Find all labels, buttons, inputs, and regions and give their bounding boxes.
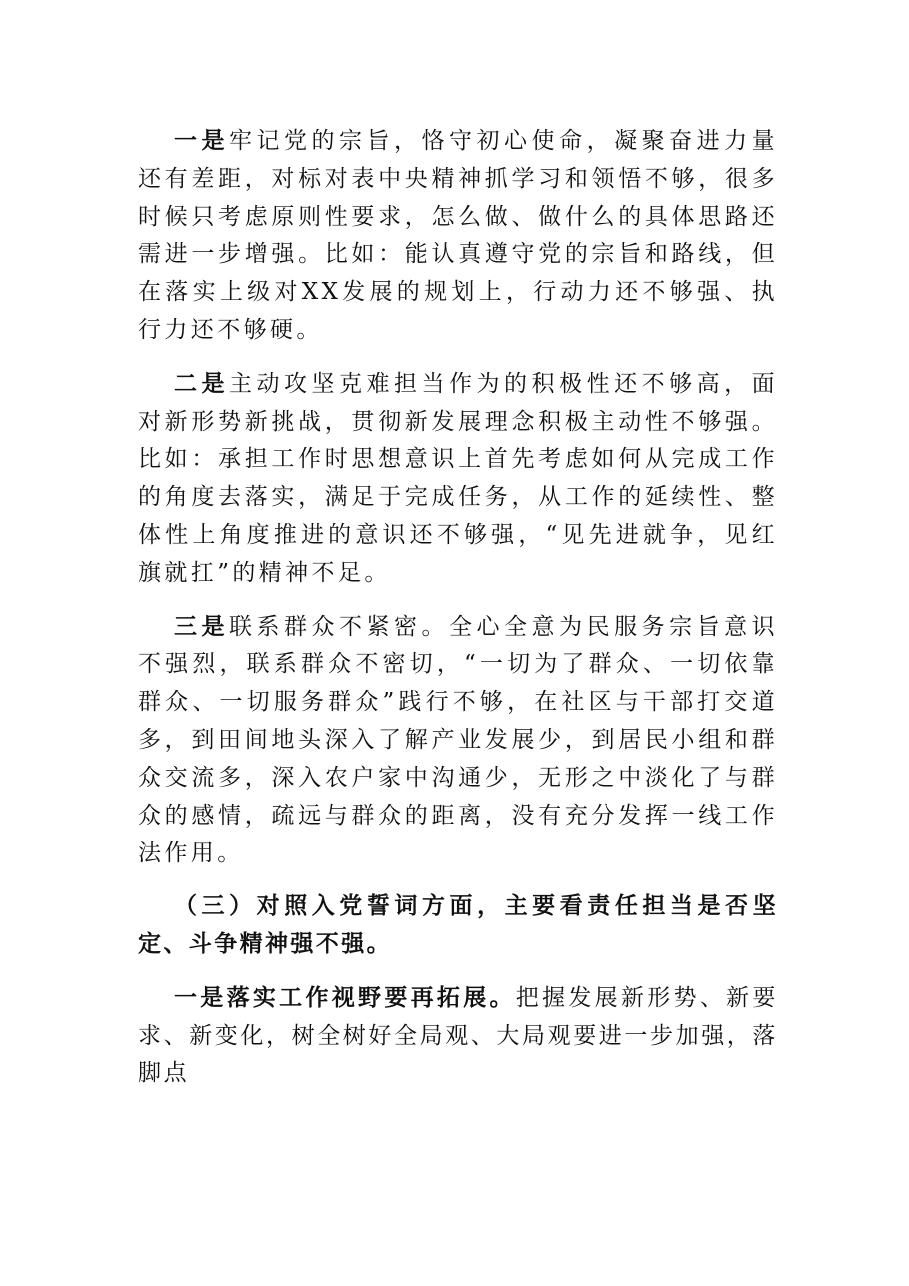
- section-heading: （三）对照入党誓词方面，主要看责任担当是否坚定、斗争精神强不强。: [138, 892, 778, 957]
- paragraph-3: [138, 608, 778, 874]
- paragraph-4-text: 把握发展新形势、新要求、新变化，树全树好全局观、大局观要进一步加强，落脚点: [138, 984, 778, 1087]
- paragraph-1-lead: 一是: [174, 127, 230, 154]
- paragraph-4-lead: 一是落实工作视野要再拓展。: [174, 983, 516, 1011]
- paragraph-3-text: 联系群众不紧密。全心全意为民服务宗旨意识不强烈，联系群众不密切，“一切为了群众、一切依靠群众、一切服务群众”践行不够，在社区与干部打交道多，到田间地头深入了解产业发展少，到居民小组和群众交流多，深入农户家中沟通少，无形之中淡化了与群众的感情，疏远与群众的距离，没有充分发挥一线工作法作用。: [138, 613, 778, 867]
- paragraph-1: [138, 122, 778, 350]
- paragraph-4: [138, 979, 778, 1093]
- paragraph-2-text: 主动攻坚克难担当作为的积极性还不够高，面对新形势新挑战，贯彻新发展理念积极主动性不够强。比如：承担工作时思想意识上首先考虑如何从完成工作的角度去落实，满足于完成任务，从工作的延续性、整体性上角度推进的意识还不够强，“见先进就争，见红旗就扛”的精神不足。: [138, 370, 778, 586]
- paragraph-2: [138, 365, 778, 593]
- paragraph-1-text: 牢记党的宗旨，恪守初心使命，凝聚奋进力量还有差距，对标对表中央精神抓学习和领悟不够，很多时候只考虑原则性要求，怎么做、做什么的具体思路还需进一步增强。比如：能认真遵守党的宗旨和路线，但在落实上级对XX发展的规划上，行动力还不够强、执行力还不够硬。: [138, 128, 778, 343]
- paragraph-3-lead: 三是: [174, 612, 230, 640]
- paragraph-2-lead: 二是: [174, 369, 230, 397]
- document-body: [138, 122, 778, 1093]
